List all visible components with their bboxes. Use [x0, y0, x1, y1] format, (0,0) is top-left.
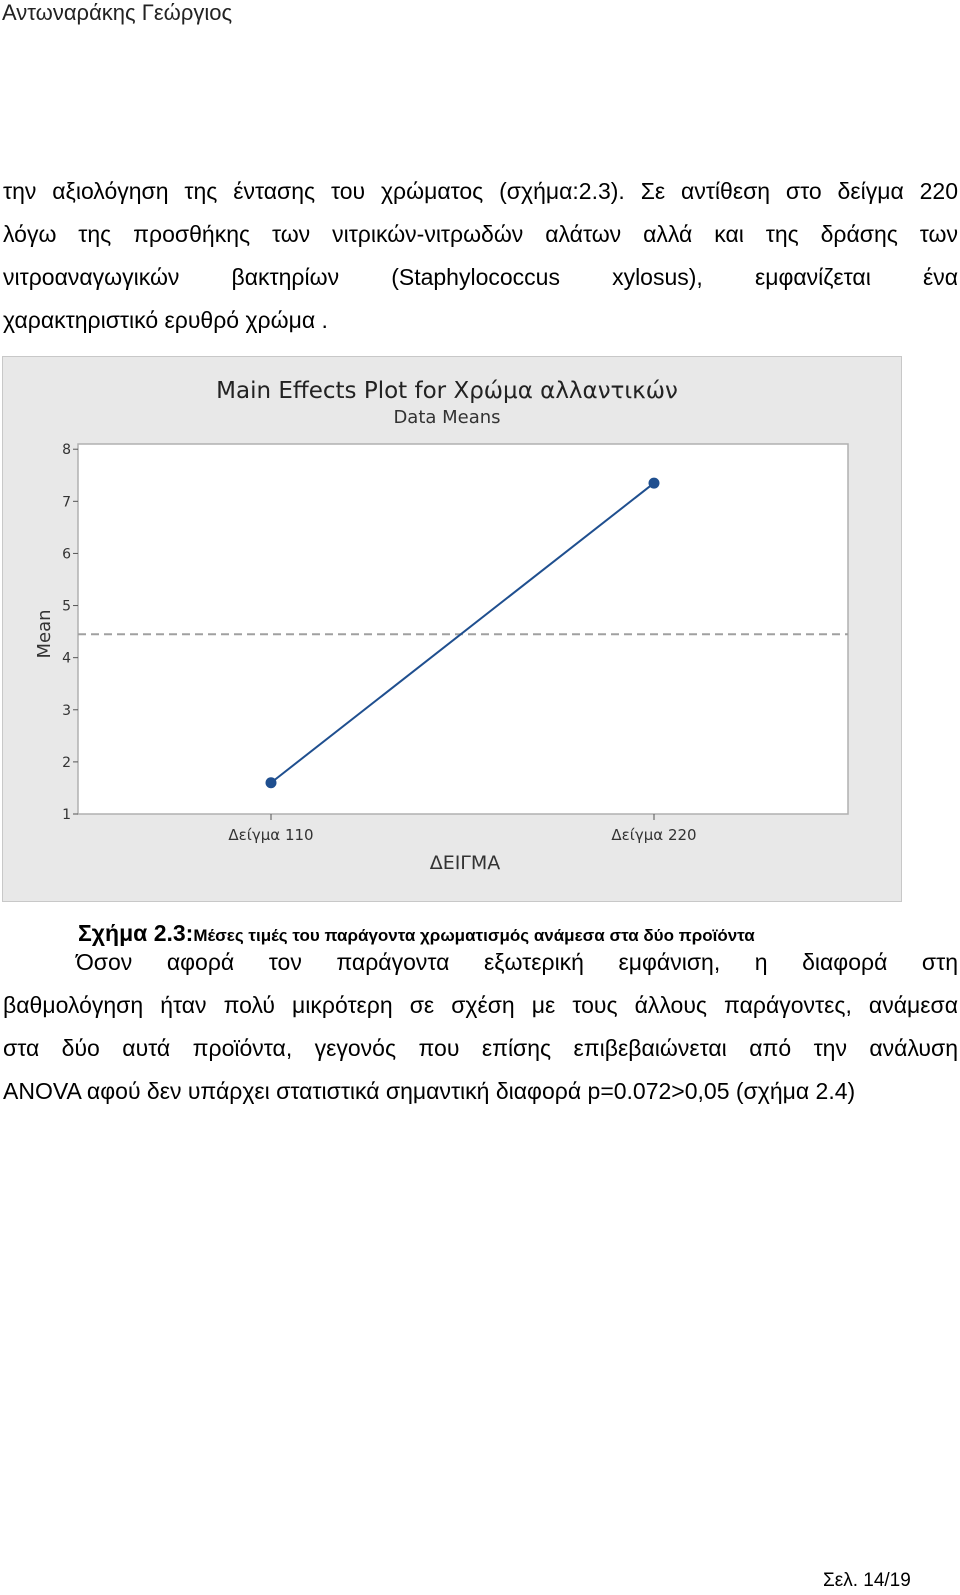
y-tick-label: 7 [62, 494, 71, 511]
y-tick-label: 4 [62, 650, 71, 667]
paragraph-line: Όσον αφορά τον παράγοντα εξωτερική εμφάνιση, η διαφορά στη [76, 949, 958, 975]
paragraph-2 [3, 941, 958, 1113]
y-tick-label: 8 [62, 442, 71, 459]
paragraph-line: βαθμολόγηση ήταν πολύ μικρότερη σε σχέση με τους άλλους παράγοντες, ανάμεσα [3, 992, 958, 1018]
paragraph-1 [3, 170, 958, 342]
paragraph-line: χαρακτηριστικό ερυθρό χρώμα . [3, 307, 328, 333]
y-tick-label: 5 [62, 598, 71, 615]
x-tick-label: Δείγμα 220 [611, 826, 697, 844]
chart-svg [3, 357, 903, 903]
y-tick-label: 1 [62, 807, 71, 823]
data-point-1 [266, 777, 277, 788]
y-tick-label: 2 [62, 754, 71, 771]
y-tick-label: 3 [62, 702, 71, 719]
chart-subtitle: Data Means [393, 407, 501, 428]
paragraph-line: στα δύο αυτά προϊόντα, γεγονός που επίσης επιβεβαιώνεται από την ανάλυση [3, 1035, 958, 1061]
main-effects-chart [2, 356, 902, 902]
caption-number: Σχήμα 2.3: [78, 920, 194, 946]
paragraph-line: την αξιολόγηση της έντασης του χρώματος (σχήμα:2.3). Σε αντίθεση στο δείγμα 220 [3, 178, 958, 204]
data-point-2 [649, 478, 660, 489]
x-axis-label: ΔΕΙΓΜΑ [429, 852, 501, 874]
paragraph-line: λόγω της προσθήκης των νιτρικών-νιτρωδών αλάτων αλλά και της δράσης των [3, 221, 958, 247]
chart-title: Main Effects Plot for Χρώμα αλλαντικών [216, 378, 678, 404]
caption-text: Μέσες τιμές του παράγοντα χρωματισμός ανάμεσα στα δύο προϊόντα [193, 926, 755, 945]
y-axis-label: Mean [34, 609, 55, 659]
y-tick-label: 6 [62, 546, 71, 563]
header-author: Αντωναράκης Γεώργιος [2, 0, 233, 25]
paragraph-line: ANOVA αφού δεν υπάρχει στατιστικά σημαντική διαφορά p=0.072>0,05 (σχήμα 2.4) [3, 1078, 856, 1104]
page-number: Σελ. 14/19 [823, 1570, 911, 1591]
plot-area [78, 444, 848, 814]
paragraph-line: νιτροαναγωγικών βακτηρίων (Staphylococcus xylosus), εμφανίζεται ένα [3, 264, 958, 290]
x-tick-label: Δείγμα 110 [228, 826, 314, 844]
